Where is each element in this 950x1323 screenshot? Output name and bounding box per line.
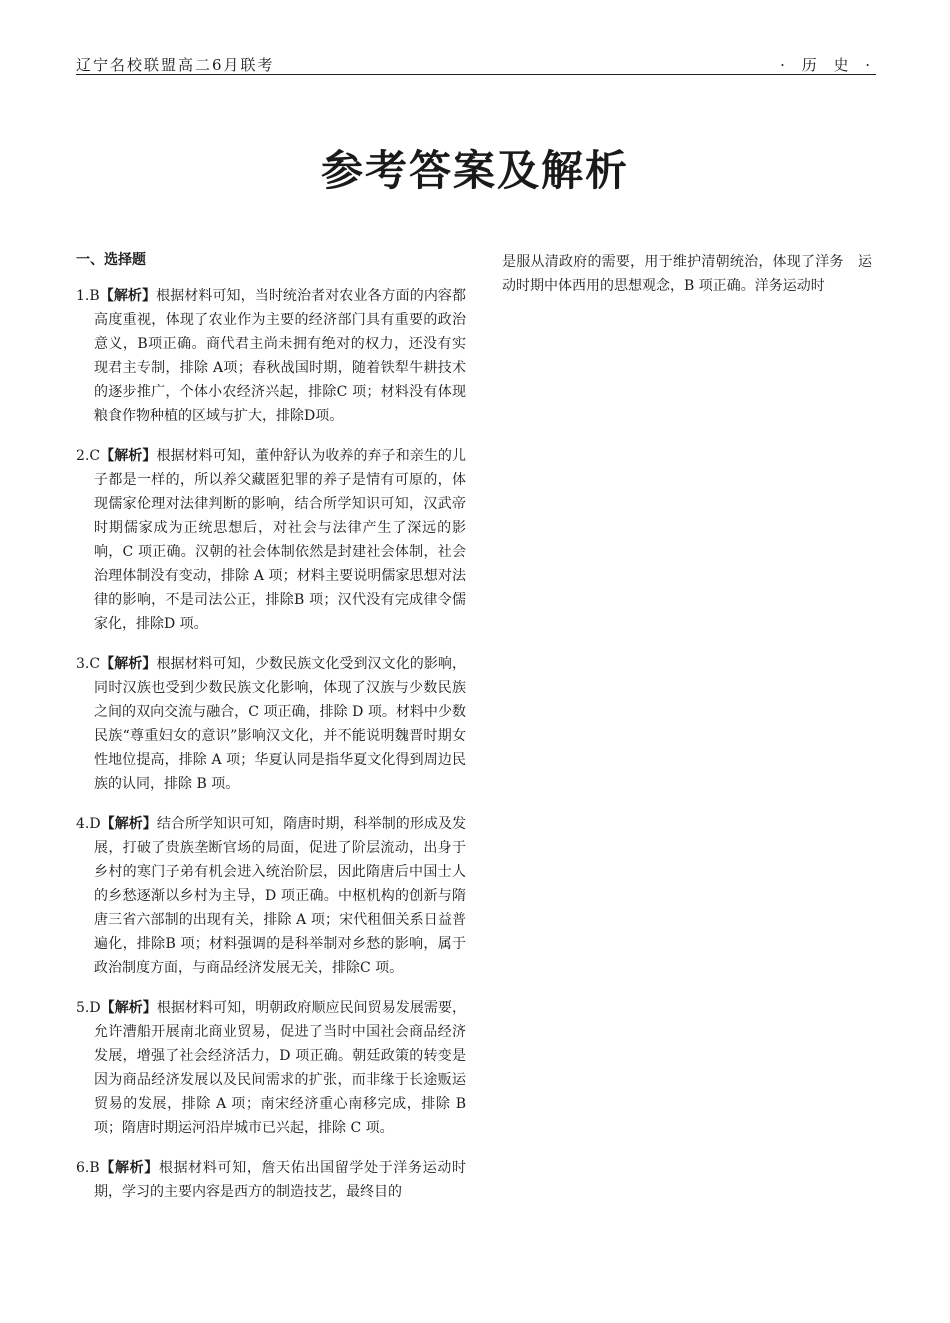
answer-number: 1.B bbox=[76, 288, 100, 304]
answer-item-4 bbox=[76, 812, 466, 980]
analysis-tag: 【解析】 bbox=[100, 1000, 157, 1016]
answer-item-5 bbox=[76, 996, 466, 1140]
header-subject: · 历 史 · bbox=[780, 56, 876, 74]
analysis-tag: 【解析】 bbox=[100, 448, 157, 464]
answer-number: 4.D bbox=[76, 816, 101, 832]
answer-item-6 bbox=[76, 1156, 466, 1204]
answer-text: 根据材料可知，詹天佑出国留学处于洋务运动时期，学习的主要内容是西方的制造技艺，最终目的 bbox=[94, 1160, 467, 1200]
header-exam-name: 辽宁名校联盟高二6月联考 bbox=[76, 56, 275, 74]
answer-number: 2.C bbox=[76, 448, 101, 464]
right-column bbox=[502, 250, 872, 298]
section-heading: 一、选择题 bbox=[76, 252, 146, 268]
answer-text: 根据材料可知，当时统治者对农业各方面的内容都高度重视，体现了农业作为主要的经济部门具有重要的政治意义，B项正确。商代君主尚未拥有绝对的权力，还没有实现君主专制，排除 A项；春秋战国时期，随着铁犁牛耕技术的逐步推广，个体小农经济兴起，排除C 项；材料没有体现粮食作物种植的区域与扩大，排除D项。 bbox=[94, 288, 467, 424]
analysis-tag: 【解析】 bbox=[100, 816, 157, 832]
answer-text: 根据材料可知，董仲舒认为收养的弃子和亲生的儿子都是一样的，所以养父藏匿犯罪的养子是情有可原的，体现儒家伦理对法律判断的影响，结合所学知识可知，汉武帝时期儒家成为正统思想后，对社会与法律产生了深远的影响，C 项正确。汉朝的社会体制依然是封建社会体制，社会治理体制没有变动，排除 A 项；材料主要说明儒家思想对法律的影响，不是司法公正，排除B 项；汉代没有完成律令儒家化，排除D 项。 bbox=[94, 448, 467, 632]
answer-item-1 bbox=[76, 284, 466, 428]
analysis-tag: 【解析】 bbox=[99, 288, 157, 304]
page-header bbox=[76, 52, 876, 75]
left-column bbox=[76, 250, 466, 1220]
answer-text: 根据材料可知，明朝政府顺应民间贸易发展需要，允许漕船开展南北商业贸易，促进了当时中国社会商品经济发展，增强了社会经济活力，D 项正确。朝廷政策的转变是因为商品经济发展以及民间需求的扩张，而非缘于长途贩运贸易的发展，排除 A 项；南宋经济重心南移完成，排除 B 项；隋唐时期运河沿岸城市已兴起，排除 C 项。 bbox=[94, 1000, 467, 1136]
continued-text: 是服从清政府的需要，用于维护清朝统治，体现了洋务 运动时期中体西用的思想观念，B 项正确。洋务运动时 bbox=[502, 254, 872, 294]
answer-number: 6.B bbox=[76, 1160, 100, 1176]
analysis-tag: 【解析】 bbox=[99, 1160, 159, 1176]
answer-number: 3.C bbox=[76, 656, 101, 672]
answer-text: 根据材料可知，少数民族文化受到汉文化的影响，同时汉族也受到少数民族文化影响，体现了汉族与少数民族之间的双向交流与融合，C 项正确，排除 D 项。材料中少数民族“尊重妇女的意识”影响汉文化，并不能说明魏晋时期女性地位提高，排除 A 项；华夏认同是指华夏文化得到周边民族的认同，排除 B 项。 bbox=[94, 656, 467, 792]
analysis-tag: 【解析】 bbox=[100, 656, 157, 672]
answer-item-3 bbox=[76, 652, 466, 796]
answer-text: 结合所学知识可知，隋唐时期，科举制的形成及发展，打破了贵族垄断官场的局面，促进了阶层流动，出身于乡村的寒门子弟有机会进入统治阶层，因此隋唐后中国士人的乡愁逐渐以乡村为主导，D 项正确。中枢机构的创新与隋唐三省六部制的出现有关，排除 A 项；宋代租佃关系日益普遍化，排除B 项；材料强调的是科举制对乡愁的影响，属于政治制度方面，与商品经济发展无关，排除C 项。 bbox=[94, 816, 467, 976]
answer-item-2 bbox=[76, 444, 466, 636]
page-title: 参考答案及解析 bbox=[320, 146, 629, 195]
answer-number: 5.D bbox=[76, 1000, 101, 1016]
